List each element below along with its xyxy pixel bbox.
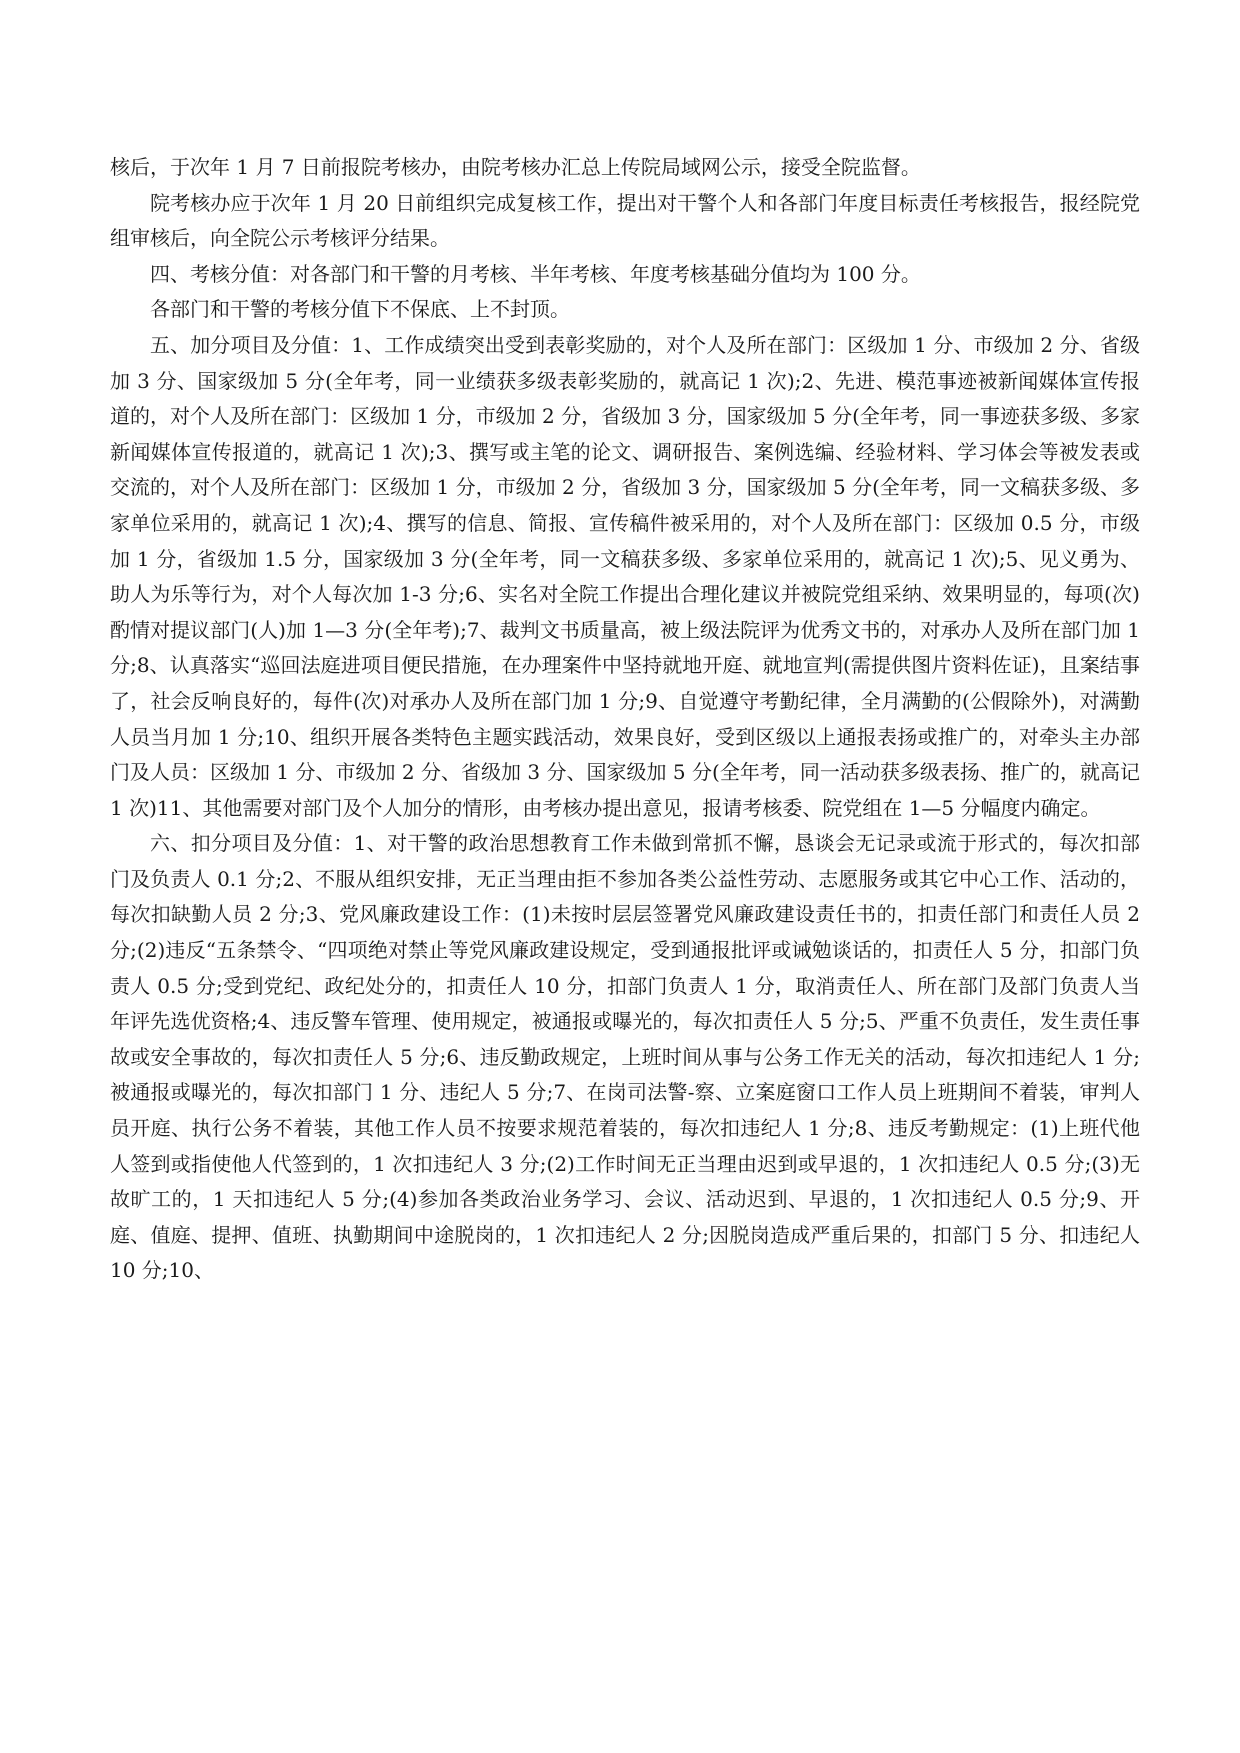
paragraph-section-5-bonus-items: 五、加分项目及分值：1、工作成绩突出受到表彰奖励的，对个人及所在部门：区级加 1 分、市级加 2 分、省级加 3 分、国家级加 5 分(全年考，同一业绩获多级表彰奖励的，就高记 1 次);2、先进、模范事迹被新闻媒体宣传报道的，对个人及所在部门：区级加 1 分，市级加 2 分，省级加 3 分，国家级加 5 分(全年考，同一事迹获多级、多家新闻媒体宣传报道的，就高记 1 次);3、撰写或主笔的论文、调研报告、案例选编、经验材料、学习体会等被发表或交流的，对个人及所在部门：区级加 1 分，市级加 2 分，省级加 3 分，国家级加 5 分(全年考，同一文稿获多级、多家单位采用的，就高记 1 次);4、撰写的信息、简报、宣传稿件被采用的，对个人及所在部门：区级加 0.5 分，市级加 1 分，省级加 1.5 分，国家级加 3 分(全年考，同一文稿获多级、多家单位采用的，就高记 1 次);5、见义勇为、助人为乐等行为，对个人每次加 1-3 分;6、实名对全院工作提出合理化建议并被院党组采纳、效果明显的，每项(次)酌情对提议部门(人)加 1—3 分(全年考);7、裁判文书质量高，被上级法院评为优秀文书的，对承办人及所在部门加 1 分;8、认真落实“巡回法庭进项目便民措施，在办理案件中坚持就地开庭、就地宣判(需提供图片资料佐证)，且案结事了，社会反响良好的，每件(次)对承办人及所在部门加 1 分;9、自觉遵守考勤纪律，全月满勤的(公假除外)，对满勤人员当月加 1 分;10、组织开展各类特色主题实践活动，效果良好，受到区级以上通报表扬或推广的，对牵头主办部门及人员：区级加 1 分、市级加 2 分、省级加 3 分、国家级加 5 分(全年考，同一活动获多级表扬、推广的，就高记 1 次)11、其他需要对部门及个人加分的情形，由考核办提出意见，报请考核委、院党组在 1—5 分幅度内确定。 bbox=[110, 332, 1140, 820]
paragraph-score-no-limit: 各部门和干警的考核分值下不保底、上不封顶。 bbox=[150, 297, 570, 322]
paragraph-continuation: 核后，于次年 1 月 7 日前报院考核办，由院考核办汇总上传院局域网公示，接受全院监督。 bbox=[110, 155, 921, 179]
paragraph-section-6-deduction-items: 六、扣分项目及分值：1、对干警的政治思想教育工作未做到常抓不懈，恳谈会无记录或流于形式的，每次扣部门及负责人 0.1 分;2、不服从组织安排，无正当理由拒不参加各类公益性劳动、志愿服务或其它中心工作、活动的，每次扣缺勤人员 2 分;3、党风廉政建设工作：(1)未按时层层签署党风廉政建设责任书的，扣责任部门和责任人员 2 分;(2)违反“五条禁令、“四项绝对禁止等党风廉政建设规定，受到通报批评或诫勉谈话的，扣责任人 5 分，扣部门负责人 0.5 分;受到党纪、政纪处分的，扣责任人 10 分，扣部门负责人 1 分，取消责任人、所在部门及部门负责人当年评先选优资格;4、违反警车管理、使用规定，被通报或曝光的，每次扣责任人 5 分;5、严重不负责任，发生责任事故或安全事故的，每次扣责任人 5 分;6、违反勤政规定，上班时间从事与公务工作无关的活动，每次扣违纪人 1 分;被通报或曝光的，每次扣部门 1 分、违纪人 5 分;7、在岗司法警-察、立案庭窗口工作人员上班期间不着装，审判人员开庭、执行公务不着装，其他工作人员不按要求规范着装的，每次扣违纪人 1 分;8、违反考勤规定：(1)上班代他人签到或指使他人代签到的，1 次扣违纪人 3 分;(2)工作时间无正当理由迟到或早退的，1 次扣违纪人 0.5 分;(3)无故旷工的，1 天扣违纪人 5 分;(4)参加各类政治业务学习、会议、活动迟到、早退的，1 次扣违纪人 0.5 分;9、开庭、值庭、提押、值班、执勤期间中途脱岗的，1 次扣违纪人 2 分;因脱岗造成严重后果的，扣部门 5 分、扣违纪人 10 分;10、 bbox=[110, 831, 1140, 1283]
document-body bbox=[110, 150, 1140, 1289]
paragraph-review-work: 院考核办应于次年 1 月 20 日前组织完成复核工作，提出对干警个人和各部门年度目标责任考核报告，报经院党组审核后，向全院公示考核评分结果。 bbox=[110, 190, 1140, 251]
paragraph-section-4-score-base: 四、考核分值：对各部门和干警的月考核、半年考核、年度考核基础分值均为 100 分。 bbox=[150, 261, 921, 286]
